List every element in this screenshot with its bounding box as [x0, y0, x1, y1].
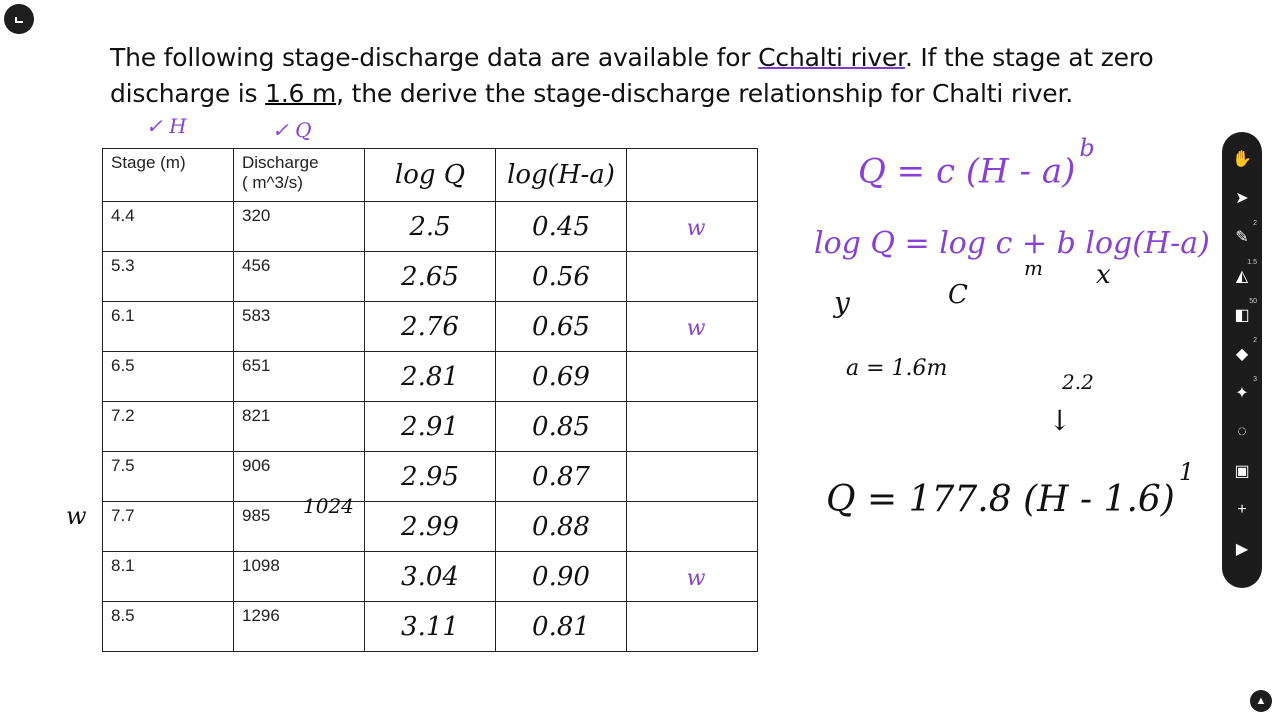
problem-text: The following stage-discharge data are available for	[110, 43, 759, 72]
discharge-cell	[234, 402, 365, 452]
header-label: Stage (m)	[111, 153, 186, 172]
log-q-cell	[365, 302, 496, 352]
problem-text: , the derive the stage-discharge relationship for Chalti river.	[336, 79, 1074, 108]
log-h-a-cell-text: 0.69	[532, 361, 590, 392]
h-column-annotation	[146, 114, 187, 138]
log-h-a-cell-text: 0.90	[532, 561, 590, 592]
log-q-cell-text: 2.76	[401, 311, 459, 342]
formula-text: Q = 177.8 (H - 1.6)	[826, 479, 1175, 520]
image-icon[interactable]	[1222, 456, 1262, 486]
tool-badge: 2	[1253, 220, 1257, 227]
w-left-annotation: w	[66, 502, 87, 530]
lasso-icon[interactable]	[1222, 417, 1262, 447]
log-q-cell	[365, 402, 496, 452]
log-formula: log Q = log c + b log(H-a)	[814, 226, 1210, 261]
pen-icon[interactable]	[1222, 222, 1262, 252]
discharge-cell-text: 1296	[242, 606, 280, 625]
log-h-a-cell	[496, 302, 627, 352]
log-h-a-cell	[496, 202, 627, 252]
discharge-cell-text: 320	[242, 206, 271, 225]
menu-button[interactable]	[4, 4, 34, 34]
stage-cell-text: 7.5	[111, 456, 135, 475]
stage-cell	[103, 302, 234, 352]
tool-glyph: ➤	[1235, 190, 1249, 207]
log-h-a-cell-text: 0.88	[532, 511, 590, 542]
stage-cell	[103, 502, 234, 552]
mark-cell-text: w	[686, 316, 706, 341]
tool-glyph: ◭	[1235, 268, 1249, 285]
stage-cell-text: 8.5	[111, 606, 135, 625]
small-note: 2.2	[1062, 370, 1094, 394]
log-h-a-cell	[496, 602, 627, 652]
tool-glyph: ▶	[1235, 541, 1249, 558]
log-q-cell-text: 2.5	[409, 211, 451, 242]
discharge-cell	[234, 552, 365, 602]
stage-cell-text: 5.3	[111, 256, 135, 275]
discharge-note: 1024	[303, 494, 354, 518]
mark-cell-text: w	[686, 216, 706, 241]
final-relationship	[826, 458, 1195, 520]
log-q-cell	[365, 202, 496, 252]
mark-cell-text	[627, 275, 757, 279]
problem-line-1	[110, 40, 1170, 76]
mark-cell-text	[627, 475, 757, 479]
mark-cell	[627, 552, 758, 602]
tool-glyph: ◧	[1234, 307, 1250, 324]
formula-exponent: b	[1079, 134, 1095, 162]
discharge-cell	[234, 302, 365, 352]
stage-cell-text: 6.1	[111, 306, 135, 325]
log-q-cell	[365, 502, 496, 552]
tool-glyph: ✎	[1235, 229, 1249, 246]
eraser-icon[interactable]	[1222, 300, 1262, 330]
log-h-a-cell-text: 0.81	[532, 611, 590, 642]
header-discharge	[234, 149, 365, 202]
header-label	[627, 149, 757, 153]
stage-cell-text: 7.2	[111, 406, 135, 425]
problem-text: discharge is	[110, 79, 266, 108]
annotation-text: ✓ H	[146, 114, 187, 138]
discharge-cell	[234, 202, 365, 252]
shape-icon[interactable]	[1222, 339, 1262, 369]
discharge-cell-text: 456	[242, 256, 271, 275]
table-row	[103, 302, 758, 352]
mark-cell-text	[627, 525, 757, 529]
tool-badge: 3	[1253, 376, 1257, 383]
stage-cell	[103, 402, 234, 452]
discharge-cell	[234, 252, 365, 302]
log-q-cell-text: 2.95	[401, 461, 459, 492]
discharge-cell-text: 985	[242, 506, 271, 525]
mark-cell	[627, 502, 758, 552]
mark-cell	[627, 602, 758, 652]
river-name: Cchalti river	[758, 43, 905, 72]
table-body	[103, 149, 758, 652]
log-q-cell	[365, 452, 496, 502]
tool-glyph: ▣	[1234, 463, 1250, 480]
stage-cell	[103, 202, 234, 252]
mark-cell	[627, 302, 758, 352]
stage-cell	[103, 552, 234, 602]
table-row	[103, 202, 758, 252]
stage-cell-text: 6.5	[111, 356, 135, 375]
stage-cell	[103, 602, 234, 652]
discharge-cell	[234, 352, 365, 402]
drawing-toolbar	[1222, 132, 1262, 588]
header-label: log(H-a)	[507, 160, 615, 190]
header-log-q	[365, 149, 496, 202]
formula-exponent: 1	[1178, 458, 1195, 486]
add-icon[interactable]	[1222, 495, 1262, 525]
discharge-cell	[234, 602, 365, 652]
mark-cell-text: w	[686, 566, 706, 591]
scroll-up-button[interactable]: ▲	[1250, 690, 1272, 712]
log-formula-m: m	[1024, 256, 1043, 280]
log-h-a-cell	[496, 252, 627, 302]
table-row	[103, 402, 758, 452]
mark-cell-text	[627, 375, 757, 379]
log-formula-c: C	[948, 280, 968, 310]
log-h-a-cell	[496, 552, 627, 602]
stage-cell	[103, 452, 234, 502]
formula-text: Q = c (H - a)	[858, 151, 1076, 192]
log-q-cell	[365, 602, 496, 652]
log-q-cell-text: 2.65	[401, 261, 459, 292]
log-q-cell-text: 2.99	[401, 511, 459, 542]
stage-cell	[103, 252, 234, 302]
tool-glyph: ✋	[1232, 151, 1252, 168]
tool-glyph: ◌	[1237, 423, 1247, 440]
stage-discharge-table	[102, 148, 758, 652]
log-h-a-cell-text: 0.56	[532, 261, 590, 292]
log-formula-y: y	[834, 286, 850, 319]
mark-cell	[627, 402, 758, 452]
tool-badge: 50	[1249, 298, 1257, 305]
tool-badge: 2	[1253, 337, 1257, 344]
play-icon[interactable]	[1222, 534, 1262, 564]
laser-icon[interactable]	[1222, 378, 1262, 408]
tool-badge: 1.5	[1247, 259, 1257, 266]
log-h-a-cell-text: 0.65	[532, 311, 590, 342]
log-q-cell	[365, 352, 496, 402]
log-h-a-cell	[496, 352, 627, 402]
mark-cell	[627, 452, 758, 502]
table-row	[103, 602, 758, 652]
discharge-cell-text: 821	[242, 406, 271, 425]
log-h-a-cell-text: 0.87	[532, 461, 590, 492]
log-h-a-cell	[496, 502, 627, 552]
header-log-h-a	[496, 149, 627, 202]
table-row	[103, 502, 758, 552]
tool-glyph: ✦	[1235, 385, 1249, 402]
problem-line-2	[110, 76, 1170, 112]
mark-cell	[627, 352, 758, 402]
mark-cell	[627, 202, 758, 252]
power-law-formula	[858, 134, 1095, 192]
log-q-cell-text: 2.91	[401, 411, 459, 442]
annotation-text: ✓ Q	[272, 118, 312, 142]
table-row	[103, 252, 758, 302]
stage-cell-text: 4.4	[111, 206, 135, 225]
log-h-a-cell-text: 0.85	[532, 411, 590, 442]
highlighter-icon[interactable]	[1222, 261, 1262, 291]
mark-cell	[627, 252, 758, 302]
problem-statement	[110, 40, 1170, 112]
log-q-cell-text: 3.04	[401, 561, 459, 592]
log-q-cell	[365, 552, 496, 602]
header-mark	[627, 149, 758, 202]
log-q-cell	[365, 252, 496, 302]
log-formula-x: x	[1096, 260, 1111, 290]
header-label: log Q	[394, 160, 466, 190]
table-header-row	[103, 149, 758, 202]
log-q-cell-text: 3.11	[401, 611, 459, 642]
log-h-a-cell-text: 0.45	[532, 211, 590, 242]
log-q-cell-text: 2.81	[401, 361, 459, 392]
table-row	[103, 452, 758, 502]
zero-discharge-stage: 1.6 m	[265, 79, 337, 108]
log-h-a-cell	[496, 452, 627, 502]
discharge-cell-text: 651	[242, 356, 271, 375]
table-row	[103, 352, 758, 402]
discharge-cell-text: 583	[242, 306, 271, 325]
discharge-cell-text: 906	[242, 456, 271, 475]
mark-cell-text	[627, 425, 757, 429]
table-row	[103, 552, 758, 602]
hand-icon[interactable]	[1222, 144, 1262, 174]
stage-cell-text: 7.7	[111, 506, 135, 525]
header-stage	[103, 149, 234, 202]
a-value: a = 1.6m	[846, 356, 948, 381]
log-h-a-cell	[496, 402, 627, 452]
pointer-icon[interactable]	[1222, 183, 1262, 213]
tool-glyph: +	[1237, 501, 1247, 518]
down-arrow: ↓	[1048, 404, 1072, 437]
discharge-cell-text: 1098	[242, 556, 280, 575]
header-label: Discharge ( m^3/s)	[242, 153, 319, 192]
stage-cell	[103, 352, 234, 402]
q-column-annotation	[272, 118, 312, 142]
mark-cell-text	[627, 625, 757, 629]
problem-text: . If the stage at zero	[904, 43, 1154, 72]
stage-cell-text: 8.1	[111, 556, 135, 575]
tool-glyph: ◆	[1235, 346, 1249, 363]
